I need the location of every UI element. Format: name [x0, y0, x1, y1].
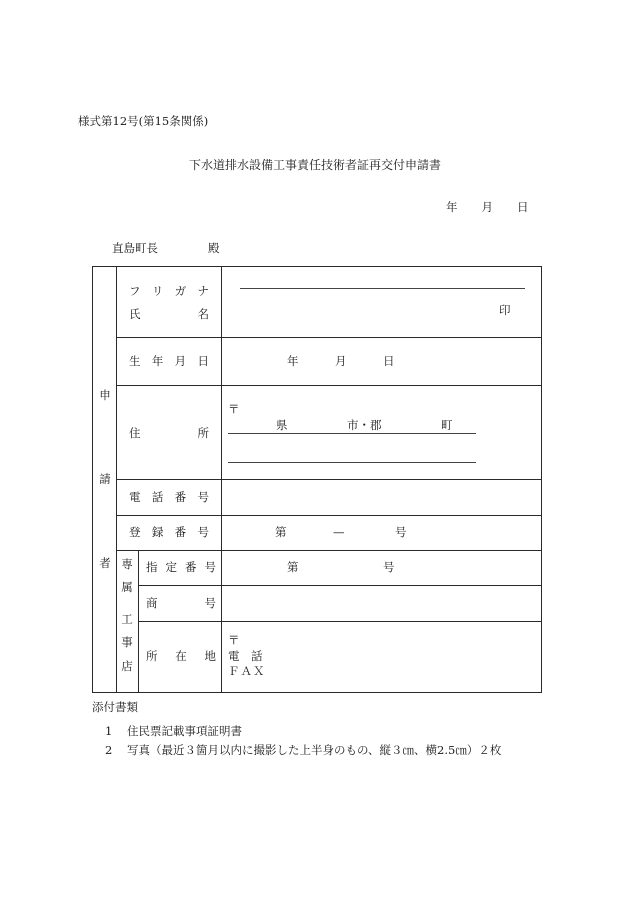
postal-mark: 〒 — [228, 402, 240, 416]
attachment-text: 写真（最近３箇月以内に撮影した上半身のもの、縦３㎝、横2.5㎝）２枚 — [127, 743, 502, 757]
attachment-item — [105, 726, 242, 738]
applicant-label-char: 者 — [99, 556, 111, 570]
application-date — [446, 202, 529, 214]
row-divider — [116, 479, 541, 480]
document-title: 下水道排水設備工事責任技術者証再交付申請書 — [188, 158, 441, 172]
row-divider — [116, 515, 541, 516]
applicant-label-char: 請 — [99, 472, 111, 486]
form-number: 様式第12号(第15条関係) — [78, 114, 209, 128]
location-postal-mark: 〒 — [228, 633, 240, 647]
shop-label-char: 店 — [121, 659, 133, 673]
row-divider — [116, 385, 541, 386]
designation-number-label: 指 定 番 号 — [146, 560, 216, 574]
shop-label-char: 専 — [121, 557, 133, 571]
birth-day-unit: 日 — [383, 354, 395, 368]
furigana-input-line[interactable] — [240, 288, 525, 289]
applicant-label-char: 申 — [99, 388, 111, 402]
trade-name-label: 商 号 — [146, 596, 216, 610]
registration-number-label: 登 録 番 号 — [129, 525, 209, 539]
designation-suffix: 号 — [383, 560, 395, 574]
city-unit: 市・郡 — [347, 418, 382, 432]
registration-suffix: 号 — [395, 525, 407, 539]
name-label: 氏 名 — [129, 307, 209, 321]
shop-label-char: 属 — [121, 580, 133, 594]
shop-label-char: 事 — [121, 635, 133, 649]
birth-year-unit: 年 — [287, 354, 299, 368]
addressee-name: 直島町長 — [112, 241, 158, 255]
location-phone-label: 電 話 — [228, 649, 263, 663]
date-day: 日 — [517, 200, 529, 214]
birth-date-label: 生 年 月 日 — [129, 354, 209, 368]
addressee — [112, 243, 220, 255]
location-label: 所 在 地 — [146, 649, 216, 663]
date-year: 年 — [446, 200, 458, 214]
row-divider — [116, 550, 541, 551]
designation-prefix: 第 — [287, 560, 299, 574]
prefecture-unit: 県 — [276, 418, 288, 432]
registration-dash: — — [333, 525, 345, 539]
address-input-line-2[interactable] — [228, 462, 476, 463]
application-form-table — [92, 266, 542, 693]
attachment-number: 1 — [105, 724, 113, 738]
attachment-item — [105, 745, 501, 757]
furigana-label: フ リ ガ ナ — [129, 284, 209, 298]
seal-mark: 印 — [499, 303, 511, 317]
row-divider — [138, 621, 541, 622]
address-label: 住 所 — [129, 426, 209, 440]
row-divider — [116, 337, 541, 338]
birth-month-unit: 月 — [335, 354, 347, 368]
registration-prefix: 第 — [275, 525, 287, 539]
shop-label-char: 工 — [121, 612, 133, 626]
attachment-text: 住民票記載事項証明書 — [127, 724, 242, 738]
attachment-number: 2 — [105, 743, 113, 757]
location-fax-label: ＦＡＸ — [228, 664, 266, 678]
town-unit: 町 — [441, 418, 453, 432]
phone-label: 電 話 番 号 — [129, 490, 209, 504]
date-month: 月 — [481, 200, 493, 214]
row-divider — [138, 585, 541, 586]
address-input-line-1[interactable] — [228, 433, 476, 434]
honorific: 殿 — [208, 241, 220, 255]
attachments-heading: 添付書類 — [92, 700, 138, 714]
